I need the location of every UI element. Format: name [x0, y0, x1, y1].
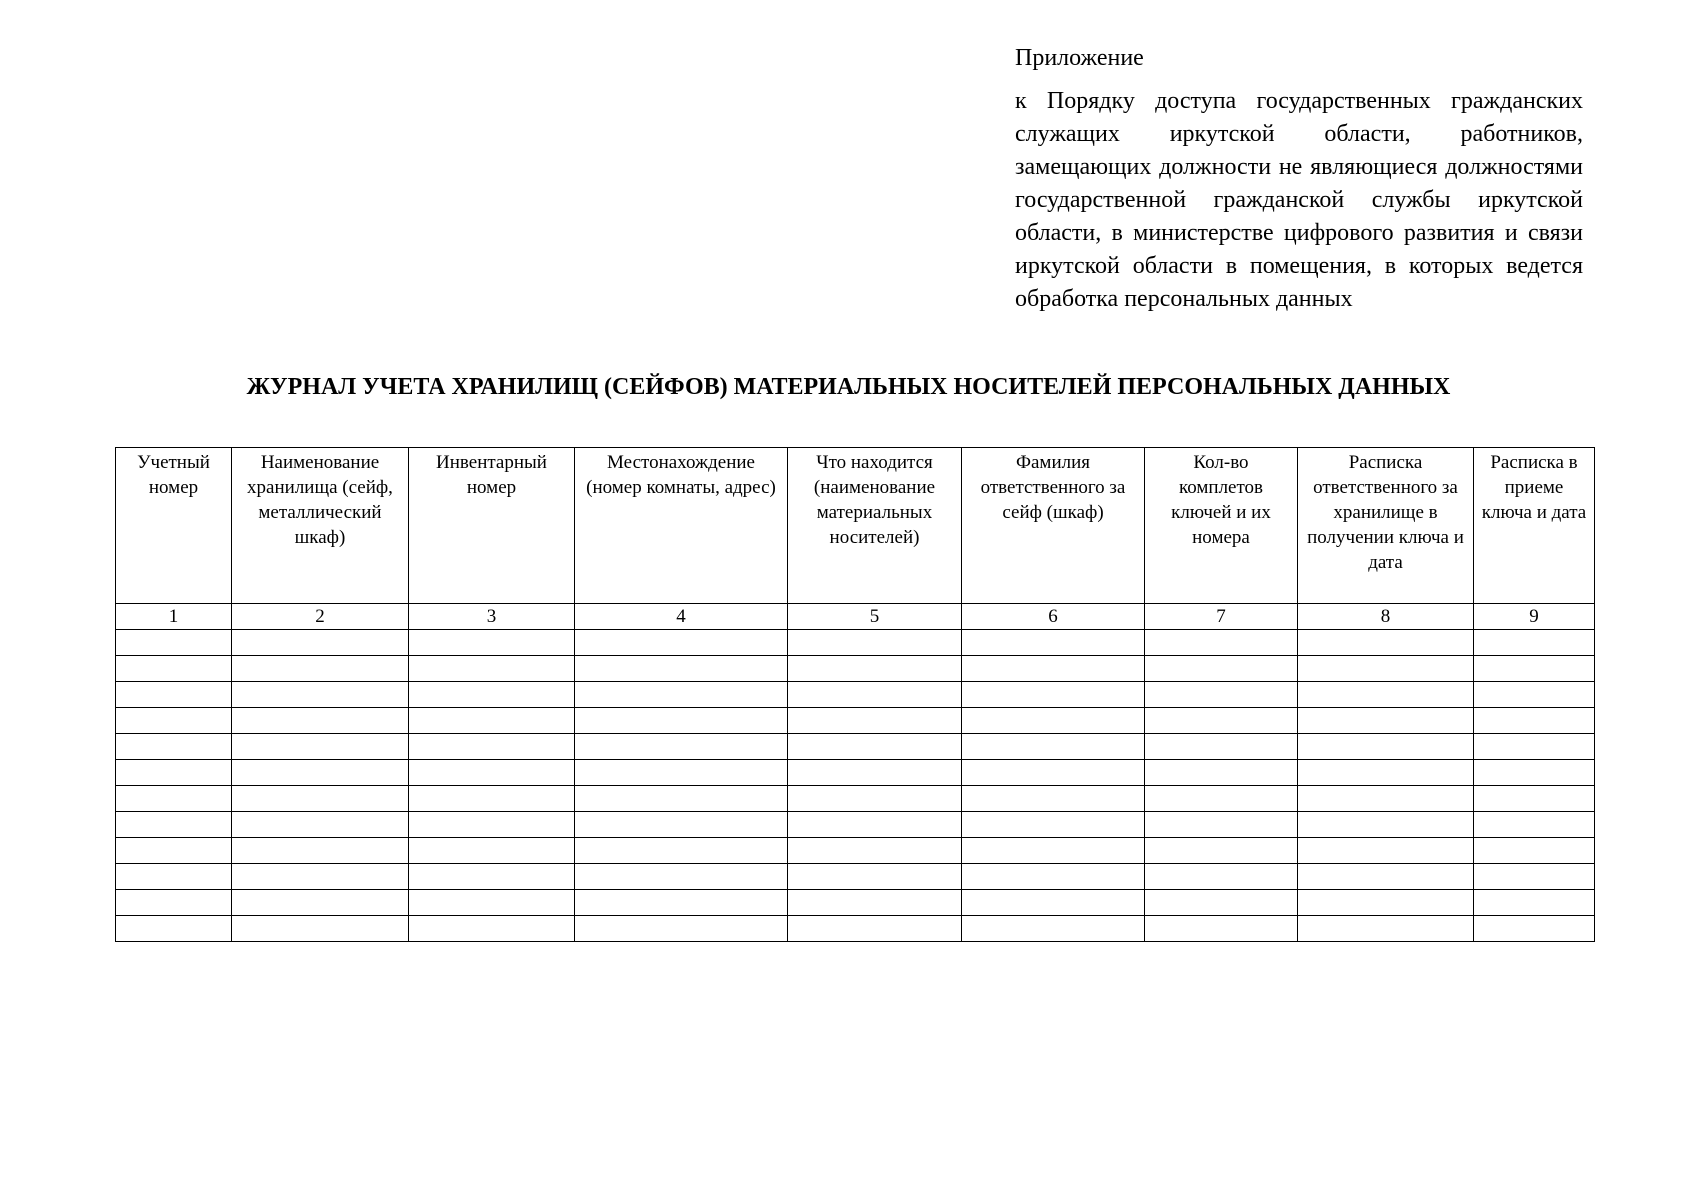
table-cell: [116, 708, 232, 734]
table-cell: [409, 630, 575, 656]
table-row: [116, 838, 1595, 864]
table-cell: [409, 864, 575, 890]
empty-rows: [116, 630, 1595, 942]
table-cell: [962, 864, 1145, 890]
table-cell: [409, 734, 575, 760]
table-cell: [575, 890, 788, 916]
table-cell: [116, 786, 232, 812]
table-cell: [232, 916, 409, 942]
table-cell: [232, 786, 409, 812]
table-cell: [232, 656, 409, 682]
column-number-cell: 1: [116, 604, 232, 630]
column-number-cell: 9: [1474, 604, 1595, 630]
table-cell: [962, 812, 1145, 838]
table-cell: [1474, 656, 1595, 682]
table-cell: [1474, 838, 1595, 864]
column-number-cell: 2: [232, 604, 409, 630]
table-cell: [1145, 630, 1298, 656]
table-cell: [1298, 708, 1474, 734]
table-row: [116, 864, 1595, 890]
table-cell: [409, 812, 575, 838]
table-cell: [1145, 916, 1298, 942]
table-cell: [962, 708, 1145, 734]
table-cell: [575, 682, 788, 708]
table-cell: [232, 760, 409, 786]
table-cell: [962, 734, 1145, 760]
table-cell: [116, 760, 232, 786]
table-cell: [116, 864, 232, 890]
table-cell: [962, 760, 1145, 786]
table-cell: [788, 760, 962, 786]
table-row: [116, 682, 1595, 708]
header-cell-2: Наименование хранилища (сейф, металлический шкаф): [232, 448, 409, 604]
table-cell: [1474, 890, 1595, 916]
table-cell: [232, 630, 409, 656]
table-cell: [1474, 916, 1595, 942]
table-cell: [788, 838, 962, 864]
table-cell: [232, 734, 409, 760]
table-cell: [1298, 812, 1474, 838]
table-cell: [962, 656, 1145, 682]
journal-table: [115, 447, 1595, 942]
header-cell-7: Кол-во комплетов ключей и их номера: [1145, 448, 1298, 604]
header-cell-6: Фамилия ответственного за сейф (шкаф): [962, 448, 1145, 604]
table-cell: [788, 812, 962, 838]
table-cell: [409, 890, 575, 916]
table-cell: [575, 812, 788, 838]
table-cell: [1145, 734, 1298, 760]
column-number-row: [116, 604, 1595, 630]
table-row: [116, 656, 1595, 682]
header-cell-3: Инвентарный номер: [409, 448, 575, 604]
table-cell: [1474, 734, 1595, 760]
table-cell: [788, 630, 962, 656]
table-cell: [232, 838, 409, 864]
table-cell: [409, 760, 575, 786]
table-row: [116, 734, 1595, 760]
header-cell-9: Расписка в приеме ключа и дата: [1474, 448, 1595, 604]
table-cell: [575, 916, 788, 942]
table-cell: [1145, 656, 1298, 682]
table-cell: [1474, 760, 1595, 786]
header-cell-5: Что находится (наименование материальных носителей): [788, 448, 962, 604]
column-number-cell: 4: [575, 604, 788, 630]
table-cell: [788, 864, 962, 890]
table-cell: [1298, 786, 1474, 812]
table-cell: [1145, 682, 1298, 708]
table-cell: [788, 656, 962, 682]
table-cell: [1474, 708, 1595, 734]
table-cell: [116, 682, 232, 708]
table-cell: [788, 916, 962, 942]
table-cell: [1298, 760, 1474, 786]
table-row: [116, 760, 1595, 786]
table-cell: [575, 838, 788, 864]
table-cell: [409, 656, 575, 682]
table-cell: [232, 864, 409, 890]
document-title: ЖУРНАЛ УЧЕТА ХРАНИЛИЩ (СЕЙФОВ) МАТЕРИАЛЬНЫХ НОСИТЕЛЕЙ ПЕРСОНАЛЬНЫХ ДАННЫХ: [246, 374, 1451, 400]
table-row: [116, 916, 1595, 942]
column-number-cell: 5: [788, 604, 962, 630]
header-cell-1: Учетный номер: [116, 448, 232, 604]
table-cell: [1145, 838, 1298, 864]
table-cell: [1298, 734, 1474, 760]
table-cell: [575, 786, 788, 812]
table-cell: [788, 682, 962, 708]
header-row: [116, 448, 1595, 604]
column-number-cell: 6: [962, 604, 1145, 630]
table-cell: [962, 682, 1145, 708]
table-cell: [1298, 864, 1474, 890]
table-cell: [1145, 890, 1298, 916]
table-cell: [409, 916, 575, 942]
table-cell: [1145, 864, 1298, 890]
table-cell: [116, 734, 232, 760]
table-cell: [575, 734, 788, 760]
table-cell: [788, 890, 962, 916]
table-cell: [788, 708, 962, 734]
table-row: [116, 812, 1595, 838]
table-cell: [409, 708, 575, 734]
header-cell-4: Местонахождение (номер комнаты, адрес): [575, 448, 788, 604]
table-cell: [1298, 916, 1474, 942]
table-cell: [116, 890, 232, 916]
table-row: [116, 890, 1595, 916]
table-cell: [116, 630, 232, 656]
table-cell: [575, 760, 788, 786]
table-cell: [788, 734, 962, 760]
table-cell: [232, 682, 409, 708]
appendix-block: [1015, 42, 1583, 316]
table-cell: [1145, 812, 1298, 838]
table-row: [116, 708, 1595, 734]
table-cell: [962, 916, 1145, 942]
table-cell: [232, 708, 409, 734]
table-cell: [1145, 786, 1298, 812]
table-cell: [962, 786, 1145, 812]
column-number-cell: 7: [1145, 604, 1298, 630]
table-cell: [116, 656, 232, 682]
table-cell: [1474, 812, 1595, 838]
table-cell: [232, 812, 409, 838]
table-cell: [962, 890, 1145, 916]
table-cell: [116, 812, 232, 838]
table-cell: [1298, 838, 1474, 864]
table-cell: [116, 838, 232, 864]
table-cell: [1298, 630, 1474, 656]
table-row: [116, 786, 1595, 812]
table-cell: [1474, 630, 1595, 656]
table-cell: [962, 630, 1145, 656]
table-cell: [232, 890, 409, 916]
table-cell: [1298, 682, 1474, 708]
appendix-body: к Порядку доступа государственных гражданских служащих иркутской области, работников, замещающих должности не являющиеся должностями государственной гражданской службы иркутской области, в министерстве цифрового развития и связи иркутской области в помещения, в которых ведется обработка персональных данных: [1015, 88, 1583, 312]
table-cell: [575, 708, 788, 734]
column-number-cell: 8: [1298, 604, 1474, 630]
table-cell: [575, 656, 788, 682]
table-cell: [788, 786, 962, 812]
table-cell: [1474, 682, 1595, 708]
table-cell: [575, 630, 788, 656]
table-cell: [1145, 760, 1298, 786]
table-cell: [1474, 864, 1595, 890]
table-cell: [1145, 708, 1298, 734]
table-cell: [409, 682, 575, 708]
table-cell: [116, 916, 232, 942]
header-cell-8: Расписка ответственного за хранилище в получении ключа и дата: [1298, 448, 1474, 604]
column-number-cell: 3: [409, 604, 575, 630]
table-cell: [1474, 786, 1595, 812]
table-cell: [1298, 656, 1474, 682]
table-cell: [409, 786, 575, 812]
table-cell: [1298, 890, 1474, 916]
table-cell: [962, 838, 1145, 864]
appendix-title: Приложение: [1015, 45, 1144, 71]
table-cell: [575, 864, 788, 890]
table-row: [116, 630, 1595, 656]
table-cell: [409, 838, 575, 864]
